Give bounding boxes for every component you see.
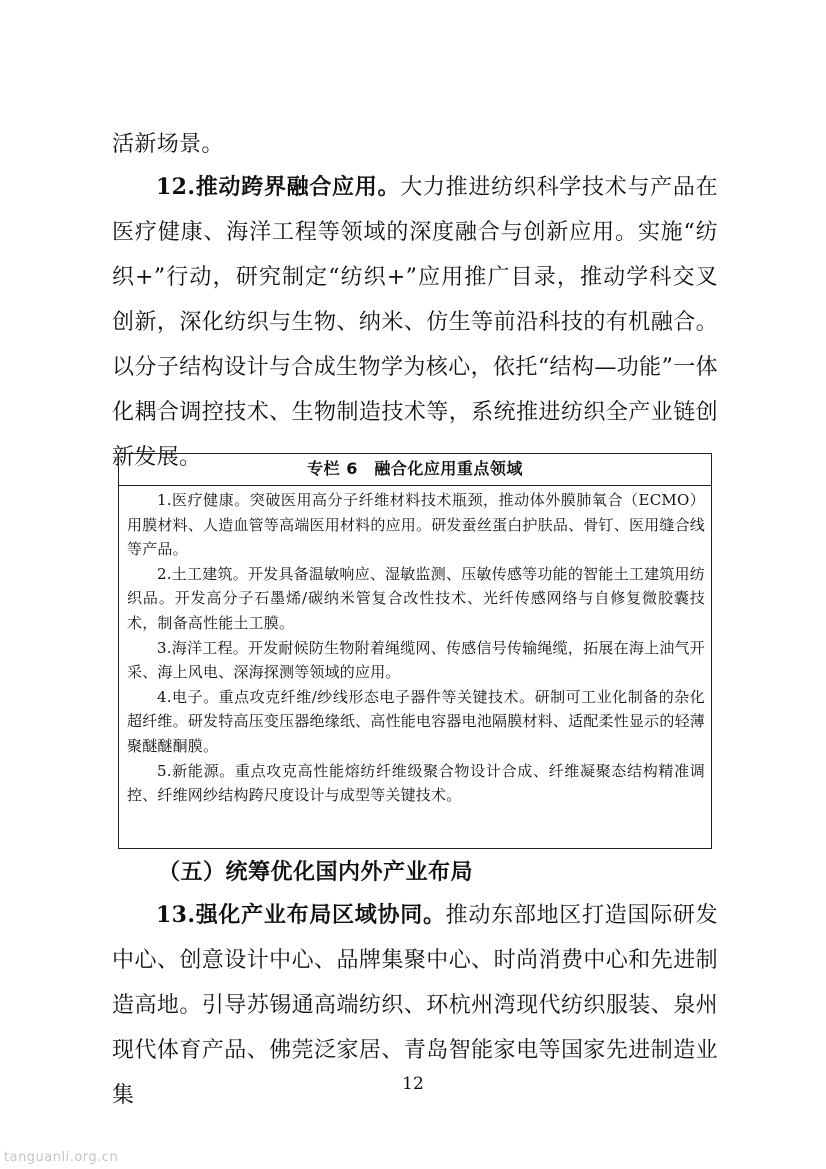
box-item-medical: 1.医疗健康。突破医用高分子纤维材料技术瓶颈，推动体外膜肺氧合（ECMO）用膜材料、人造血管等高端医用材料的应用。研发蚕丝蛋白护肤品、骨钉、医用缝合线等产品。 [127,491,705,559]
paragraph-item-13-text: 推动东部地区打造国际研发中心、创意设计中心、品牌集聚中心、时尚消费中心和先进制造高地。引导苏锡通高端纺织、环杭州湾现代纺织服装、泉州现代体育产品、佛莞泛家居、青岛智能家电等国家先进制造业集 [112,903,718,1108]
paragraph-item-12-text: 大力推进纺织科学技术与产品在医疗健康、海洋工程等领域的深度融合与创新应用。实施“纺织+”行动，研究制定“纺织+”应用推广目录，推动学科交叉创新，深化纺织与生物、纳米、仿生等前沿科技的有机融合。以分子结构设计与合成生物学为核心，依托“结构—功能”一体化耦合调控技术、生物制造技术等，系统推进纺织全产业链创新发展。 [112,175,718,470]
watermark: tanguanli.org.cn [4,1150,119,1165]
special-column-body [119,486,711,808]
box-item-electronics: 4.电子。重点攻克纤维/纱线形态电子器件等关键技术。研制可工业化制备的杂化超纤维。研发特高压变压器绝缘纸、高性能电容器电池隔膜材料、适配柔性显示的轻薄聚醚醚酮膜。 [127,687,705,755]
box-item-new-energy: 5.新能源。重点攻克高性能熔纺纤维级聚合物设计合成、纤维凝聚态结构精准调控、纤维网纱结构跨尺度设计与成型等关键技术。 [127,761,705,805]
box-item-marine: 3.海洋工程。开发耐候防生物附着绳缆网、传感信号传输绳缆，拓展在海上油气开采、海上风电、深海探测等领域的应用。 [127,638,705,682]
special-column-title: 专栏 6 融合化应用重点领域 [119,454,711,486]
section-heading: （五）统筹优化国内外产业布局 [158,859,474,885]
paragraph-item-12 [112,165,718,480]
paragraph-item-12-lead: 12.推动跨界融合应用。 [156,174,401,200]
page-number: 12 [402,1074,424,1094]
special-column-box [118,453,712,849]
box-item-construction: 2.土工建筑。开发具备温敏响应、湿敏监测、压敏传感等功能的智能土工建筑用纺织品。开发高分子石墨烯/碳纳米管复合改性技术、光纤传感网络与自修复微胶囊技术，制备高性能土工膜。 [127,564,705,632]
paragraph-item-13-lead: 13.强化产业布局区域协同。 [156,902,446,928]
continuation-paragraph: 活新场景。 [112,132,224,157]
